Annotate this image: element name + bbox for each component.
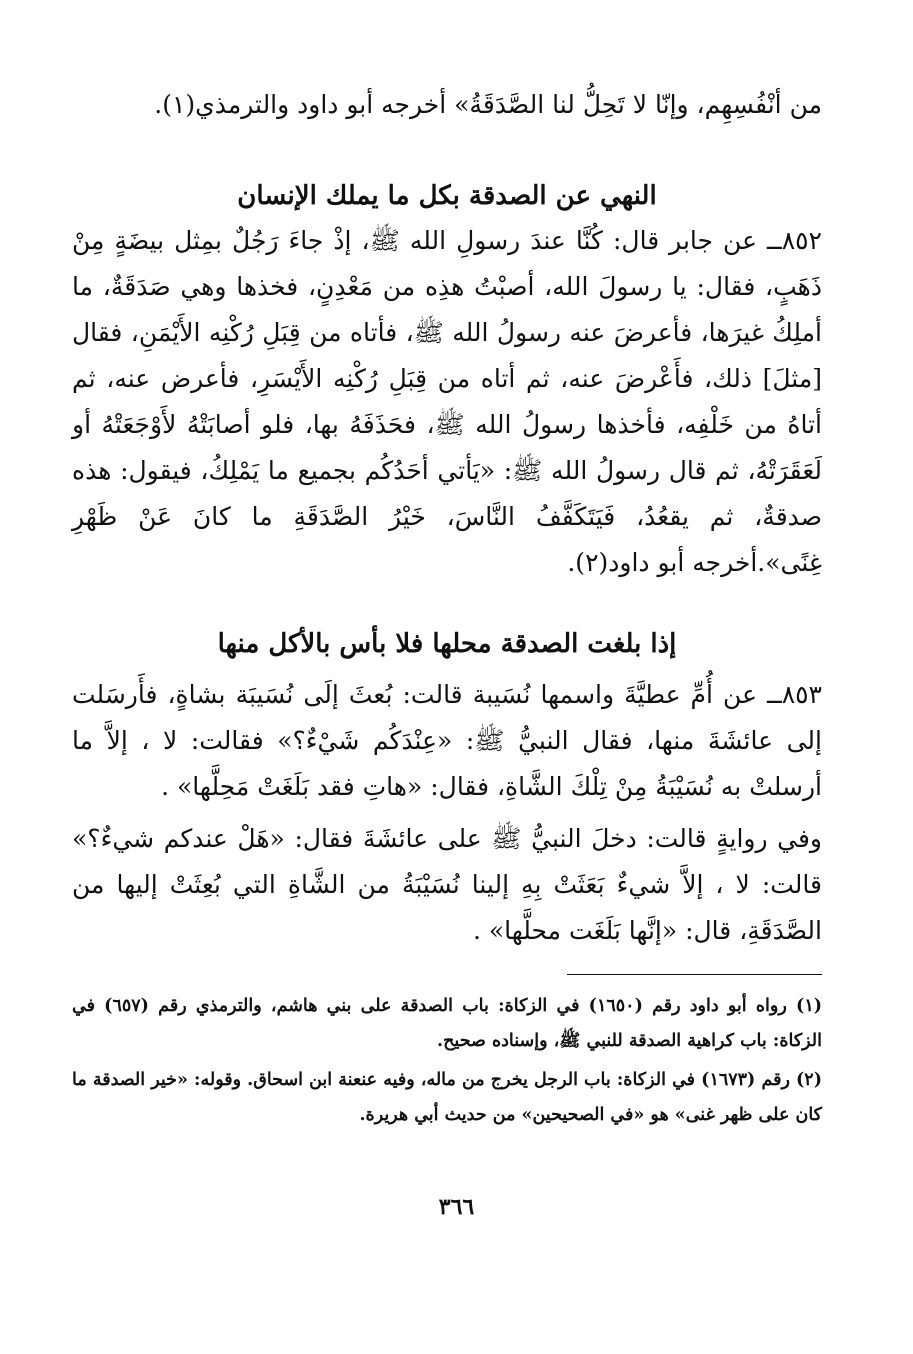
footnote-2: (٢) رقم (١٦٧٣) في الزكاة: باب الرجل يخرج من ماله، وفيه عنعنة ابن اسحاق. وقوله: «خير الصدقة ما كان على ظهر غنى» هو «في الصحيحين» من حديث أبي هريرة. [72,1070,822,1125]
section-heading-2: إذا بلغت الصدقة محلها فلا بأس بالأكل منها [217,629,677,659]
page-number: ٣٦٦ [438,1194,475,1220]
section-heading-1: النهي عن الصدقة بكل ما يملك الإنسان [237,181,657,211]
intro-line: من أنْفُسِهِم، وإنّا لا تَحِلُّ لنا الصَّدَقَةُ» أخرجه أبو داود والترمذي(١). [154,90,822,119]
hadith-853-variant: وفي روايةٍ قالت: دخلَ النبيُّ ﷺ على عائشَةَ فقال: «هَلْ عندكم شيءٌ؟» قالت: لا ، إلاَّ شيءٌ بَعَثَتْ بِهِ إلينا نُسَيْبَةُ من الشَّاةِ التي بُعِثَتْ إليها من الصَّدَقَةِ، قال: «إنَّها بَلَغَت محلَّها» . [72,824,822,945]
hadith-853: ٨٥٣ــ عن أُمِّ عطيَّةَ واسمها نُسَيبة قالت: بُعثَ إلَى نُسَيبَة بشاةٍ، فأَرسَلت إلى عائشَةَ منها، فقال النبيُّ ﷺ: «عِنْدَكُم شَيْءٌ؟» فقالت: لا ، إلاَّ ما أرسلتْ به نُسَيْبَةُ مِنْ تِلْكَ الشَّاةِ، فقال: «هاتِ فقد بَلَغَتْ مَحِلَّها» . [72,680,822,801]
footnote-separator [567,974,822,975]
footnote-1: (١) رواه أبو داود رقم (١٦٥٠) في الزكاة: باب الصدقة على بني هاشم، والترمذي رقم (٦٥٧) في الزكاة: باب كراهية الصدقة للنبي ﷺ، وإسناده صحيح. [72,996,823,1051]
page-body [72,82,822,1137]
hadith-852: ٨٥٢ــ عن جابر قال: كُنَّا عندَ رسولِ الله ﷺ، إذْ جاءَ رَجُلٌ بمِثل بيضَةٍ مِنْ ذَهَبٍ، فقال: يا رسولَ الله، أصبْتُ هذِه من مَعْدِنٍ، فخذها وهي صَدَقَةٌ، ما أملِكُ غيرَها، فأعرضَ عنه رسولُ الله ﷺ، فأتاه من قِبَلِ رُكْنِه الأَيْمَنِ، فقال [مثلَ] ذلك، فأَعْرضَ عنه، ثم أتاه من قِبَلِ رُكْنِه الأَيْسَرِ، فأعرض عنه، ثم أتاهُ من خَلْفِه، فأخذها رسولُ الله ﷺ، فحَذَفَهُ بها، فلو أصابَتْهُ لأَوْجَعَتْهُ أو لَعَقَرَتْهُ، ثم قال رسولُ الله ﷺ: «يَأتي أحَدُكُم بجميع ما يَمْلِكُ، فيقول: هذه صدقةٌ، ثم يقعُدُ، فَيَتَكَفَّفُ النَّاسَ، خَيْرُ الصَّدَقَةِ ما كانَ عَنْ ظَهْرِ غِنًى».أخرجه أبو داود(٢). [72,226,822,577]
